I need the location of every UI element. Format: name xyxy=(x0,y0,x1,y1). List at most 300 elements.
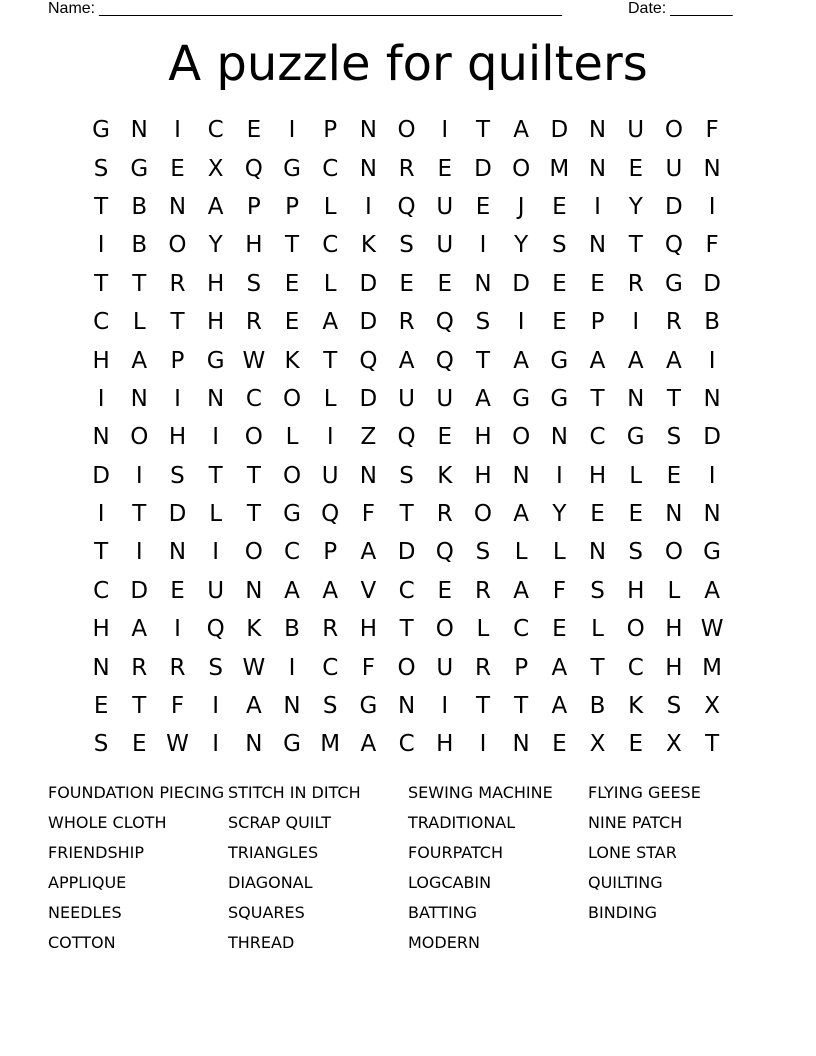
grid-letter: O xyxy=(397,117,416,144)
grid-letter: S xyxy=(666,424,682,451)
word-list-item: SCRAP QUILT xyxy=(228,813,331,833)
grid-letter: T xyxy=(399,501,414,528)
grid-letter: S xyxy=(399,462,414,489)
grid-letter: D xyxy=(665,193,683,220)
grid-letter: T xyxy=(246,501,261,528)
grid-letter: A xyxy=(551,693,568,720)
grid-letter: U xyxy=(665,155,683,182)
word-list-item: STITCH IN DITCH xyxy=(228,783,361,803)
grid-letter: C xyxy=(513,616,530,643)
grid-letter: Y xyxy=(628,193,643,220)
grid-letter: I xyxy=(708,193,716,220)
grid-letter: I xyxy=(97,385,105,412)
grid-letter: I xyxy=(174,117,181,144)
grid-letter: Y xyxy=(552,501,567,528)
grid-letter: Q xyxy=(359,347,378,374)
grid-letter: O xyxy=(435,616,454,643)
grid-letter: D xyxy=(359,309,378,336)
grid-letter: E xyxy=(628,155,643,182)
grid-letter: C xyxy=(93,309,110,336)
grid-letter: T xyxy=(475,347,490,374)
grid-letter: E xyxy=(552,731,567,758)
grid-letter: M xyxy=(549,155,570,182)
grid-letter: Y xyxy=(514,232,529,259)
grid-letter: E xyxy=(132,731,147,758)
grid-letter: V xyxy=(360,577,377,604)
grid-letter: N xyxy=(588,117,607,144)
grid-letter: B xyxy=(284,616,300,643)
name-field xyxy=(48,0,562,18)
grid-letter: C xyxy=(93,577,110,604)
grid-letter: Y xyxy=(208,232,223,259)
grid-letter: E xyxy=(628,731,643,758)
grid-letter: I xyxy=(212,539,220,566)
grid-letter: U xyxy=(627,117,645,144)
grid-letter: L xyxy=(591,616,604,643)
grid-letter: F xyxy=(705,232,719,259)
grid-letter: S xyxy=(322,693,338,720)
grid-letter: U xyxy=(207,577,225,604)
grid-letter: Q xyxy=(435,539,454,566)
grid-letter: W xyxy=(242,347,266,374)
grid-letter: P xyxy=(323,117,338,144)
grid-letter: A xyxy=(551,654,568,681)
grid-letter: T xyxy=(590,385,605,412)
word-list-item: LOGCABIN xyxy=(408,873,492,893)
grid-letter: Q xyxy=(244,155,263,182)
name-blank: ____________________________________________________ xyxy=(99,0,562,17)
grid-letter: O xyxy=(282,385,302,412)
grid-letter: T xyxy=(399,616,414,643)
grid-letter: T xyxy=(94,270,109,297)
grid-letter: N xyxy=(703,155,721,182)
grid-letter: E xyxy=(552,193,567,220)
grid-letter: W xyxy=(166,731,189,758)
grid-letter: R xyxy=(474,654,491,681)
grid-letter: I xyxy=(174,385,181,412)
grid-letter: C xyxy=(589,424,606,451)
grid-letter: N xyxy=(703,385,721,412)
grid-letter: B xyxy=(131,193,148,220)
grid-letter: A xyxy=(322,577,339,604)
grid-letter: H xyxy=(627,577,645,604)
grid-letter: T xyxy=(475,693,490,720)
grid-letter: M xyxy=(320,731,341,758)
grid-letter: T xyxy=(132,270,147,297)
grid-letter: N xyxy=(512,462,530,489)
grid-letter: P xyxy=(285,193,299,220)
grid-letter: N xyxy=(588,232,607,259)
grid-letter: A xyxy=(475,385,491,412)
grid-letter: E xyxy=(437,155,453,182)
grid-letter: L xyxy=(323,385,337,412)
grid-letter: L xyxy=(476,616,490,643)
grid-letter: L xyxy=(323,270,337,297)
word-list-item: FOUNDATION PIECING xyxy=(48,783,225,803)
grid-letter: O xyxy=(168,232,187,259)
date-field xyxy=(628,0,733,18)
grid-letter: T xyxy=(628,232,643,259)
grid-letter: G xyxy=(550,347,569,374)
grid-letter: D xyxy=(130,577,149,604)
grid-letter: O xyxy=(282,462,302,489)
grid-letter: D xyxy=(92,462,110,489)
grid-letter: N xyxy=(130,117,148,144)
grid-letter: X xyxy=(207,155,224,182)
grid-letter: G xyxy=(626,424,645,451)
grid-letter: I xyxy=(708,462,716,489)
grid-letter: R xyxy=(322,616,339,643)
word-list-item: LONE STAR xyxy=(588,843,677,863)
grid-letter: L xyxy=(209,501,223,528)
grid-letter: R xyxy=(169,654,186,681)
grid-letter: C xyxy=(207,117,224,144)
grid-letter: D xyxy=(359,270,378,297)
grid-letter: Q xyxy=(321,501,340,528)
grid-letter: A xyxy=(513,501,530,528)
grid-letter: I xyxy=(479,731,487,758)
grid-letter: T xyxy=(590,654,605,681)
grid-letter: I xyxy=(212,693,220,720)
grid-letter: T xyxy=(246,462,261,489)
grid-letter: X xyxy=(704,693,720,720)
grid-letter: T xyxy=(323,347,338,374)
grid-letter: N xyxy=(92,424,110,451)
grid-letter: E xyxy=(284,270,300,297)
grid-letter: G xyxy=(130,155,149,182)
grid-letter: A xyxy=(131,347,148,374)
grid-letter: P xyxy=(514,654,529,681)
word-list-item: SQUARES xyxy=(228,903,305,922)
grid-letter: E xyxy=(552,270,567,297)
grid-letter: L xyxy=(514,539,528,566)
grid-letter: G xyxy=(92,117,110,144)
word-list-item: FLYING GEESE xyxy=(588,783,701,803)
grid-letter: K xyxy=(246,616,262,643)
grid-letter: N xyxy=(512,731,530,758)
grid-letter: E xyxy=(170,577,185,604)
grid-letter: T xyxy=(132,501,147,528)
grid-letter: L xyxy=(285,424,299,451)
grid-letter: J xyxy=(517,193,525,220)
grid-letter: R xyxy=(131,654,148,681)
grid-letter: E xyxy=(284,309,300,336)
grid-letter: S xyxy=(666,693,682,720)
grid-letter: N xyxy=(207,385,225,412)
grid-letter: N xyxy=(474,270,492,297)
grid-letter: D xyxy=(168,501,187,528)
grid-letter: E xyxy=(475,193,491,220)
grid-letter: A xyxy=(131,616,148,643)
word-list-item: FRIENDSHIP xyxy=(48,843,144,863)
grid-letter: T xyxy=(475,117,490,144)
grid-letter: T xyxy=(94,193,109,220)
grid-letter: A xyxy=(360,539,377,566)
grid-letter: Q xyxy=(664,232,683,259)
grid-letter: H xyxy=(168,424,187,451)
grid-letter: E xyxy=(666,462,682,489)
grid-letter: N xyxy=(168,539,187,566)
grid-letter: R xyxy=(398,309,415,336)
grid-letter: I xyxy=(97,501,105,528)
grid-letter: A xyxy=(207,193,224,220)
grid-letter: U xyxy=(398,385,416,412)
word-list-item: MODERN xyxy=(408,932,480,952)
word-list-item: TRIANGLES xyxy=(228,843,319,863)
grid-letter: O xyxy=(512,424,531,451)
grid-letter: U xyxy=(321,462,339,489)
grid-letter: E xyxy=(437,270,453,297)
grid-letter: L xyxy=(132,309,146,336)
grid-letter: N xyxy=(703,501,721,528)
grid-letter: C xyxy=(245,385,262,412)
grid-letter: O xyxy=(512,155,531,182)
grid-letter: H xyxy=(207,270,225,297)
grid-letter: T xyxy=(666,385,681,412)
grid-letter: O xyxy=(130,424,149,451)
grid-letter: H xyxy=(474,424,492,451)
grid-letter: I xyxy=(479,232,487,259)
grid-letter: S xyxy=(93,731,109,758)
grid-letter: G xyxy=(206,347,225,374)
word-list-item: WHOLE CLOTH xyxy=(48,813,167,833)
grid-letter: A xyxy=(589,347,606,374)
grid-letter: I xyxy=(212,424,220,451)
grid-letter: E xyxy=(437,577,453,604)
grid-letter: E xyxy=(437,424,453,451)
grid-letter: O xyxy=(626,616,645,643)
grid-letter: N xyxy=(550,424,568,451)
grid-letter: N xyxy=(245,731,263,758)
grid-letter: U xyxy=(436,385,454,412)
word-list-item: THREAD xyxy=(228,932,295,952)
grid-letter: G xyxy=(283,155,301,182)
grid-letter: O xyxy=(473,501,493,528)
word-list-item xyxy=(588,927,768,957)
grid-letter: I xyxy=(632,309,640,336)
word-list-item: NINE PATCH xyxy=(588,813,683,833)
grid-letter: C xyxy=(322,654,339,681)
word-list-item: COTTON xyxy=(48,932,116,952)
grid-letter: T xyxy=(208,462,223,489)
grid-letter: Q xyxy=(435,347,454,374)
grid-letter: G xyxy=(703,539,721,566)
grid-letter: R xyxy=(398,155,415,182)
grid-letter: H xyxy=(245,232,263,259)
date-label: Date: xyxy=(628,0,667,17)
grid-letter: U xyxy=(436,193,454,220)
grid-letter: P xyxy=(323,539,338,566)
grid-letter: N xyxy=(397,693,416,720)
word-list-item: SEWING MACHINE xyxy=(408,783,553,803)
grid-letter: I xyxy=(517,309,525,336)
grid-letter: F xyxy=(361,654,376,681)
page-title: A puzzle for quilters xyxy=(168,36,648,92)
grid-letter: Z xyxy=(360,424,377,451)
grid-letter: N xyxy=(588,155,607,182)
grid-letter: S xyxy=(93,155,109,182)
grid-letter: I xyxy=(174,616,181,643)
grid-letter: A xyxy=(284,577,300,604)
grid-letter: I xyxy=(594,193,601,220)
grid-letter: A xyxy=(627,347,644,374)
grid-letter: S xyxy=(170,462,185,489)
grid-letter: S xyxy=(628,539,644,566)
word-list-item: BATTING xyxy=(408,903,478,922)
grid-letter: H xyxy=(474,462,492,489)
grid-letter: L xyxy=(323,193,337,220)
grid-letter: I xyxy=(441,693,449,720)
grid-letter: A xyxy=(245,693,262,720)
grid-letter: E xyxy=(552,309,567,336)
grid-letter: O xyxy=(244,424,263,451)
grid-letter: K xyxy=(360,232,376,259)
grid-letter: C xyxy=(398,731,415,758)
grid-letter: A xyxy=(666,347,682,374)
grid-letter: M xyxy=(702,654,723,681)
grid-letter: A xyxy=(360,731,377,758)
word-list-item: FOURPATCH xyxy=(408,843,503,863)
grid-letter: N xyxy=(283,693,301,720)
grid-letter: D xyxy=(703,424,721,451)
grid-letter: R xyxy=(436,501,453,528)
word-list-item: QUILTING xyxy=(588,873,663,893)
word-list xyxy=(48,778,768,957)
grid-letter: K xyxy=(437,462,453,489)
grid-letter: G xyxy=(512,385,531,412)
grid-letter: Q xyxy=(397,424,416,451)
grid-letter: Q xyxy=(397,193,416,220)
date-blank: _______ xyxy=(670,0,733,17)
header-line xyxy=(48,0,748,20)
grid-letter: I xyxy=(555,462,563,489)
grid-letter: E xyxy=(170,155,185,182)
grid-letter: B xyxy=(589,693,606,720)
grid-letter: P xyxy=(590,309,605,336)
grid-letter: L xyxy=(629,462,643,489)
grid-letter: R xyxy=(245,309,262,336)
grid-letter: H xyxy=(665,654,683,681)
grid-letter: G xyxy=(550,385,569,412)
grid-letter: C xyxy=(627,654,644,681)
grid-letter: D xyxy=(512,270,531,297)
grid-letter: A xyxy=(513,577,530,604)
grid-letter: N xyxy=(359,155,378,182)
grid-letter: N xyxy=(665,501,683,528)
grid-letter: I xyxy=(288,654,296,681)
grid-letter: S xyxy=(552,232,567,259)
grid-letter: K xyxy=(284,347,300,374)
grid-letter: W xyxy=(242,654,266,681)
grid-letter: O xyxy=(664,539,683,566)
grid-letter: K xyxy=(628,693,644,720)
grid-letter: S xyxy=(590,577,605,604)
grid-letter: P xyxy=(170,347,185,374)
grid-letter: I xyxy=(97,232,105,259)
grid-letter: S xyxy=(246,270,262,297)
grid-letter: I xyxy=(288,117,296,144)
grid-letter: I xyxy=(135,539,143,566)
grid-letter: A xyxy=(513,347,530,374)
grid-letter: E xyxy=(246,117,262,144)
grid-letter: X xyxy=(589,731,606,758)
grid-letter: N xyxy=(130,385,148,412)
word-list-item: APPLIQUE xyxy=(48,873,127,893)
grid-letter: H xyxy=(92,347,110,374)
grid-letter: F xyxy=(552,577,566,604)
grid-letter: D xyxy=(550,117,569,144)
grid-letter: N xyxy=(627,385,645,412)
grid-letter: Q xyxy=(206,616,225,643)
grid-letter: R xyxy=(665,309,682,336)
grid-letter: R xyxy=(474,577,491,604)
grid-letter: E xyxy=(399,270,414,297)
grid-letter: T xyxy=(94,539,109,566)
grid-letter: D xyxy=(397,539,416,566)
grid-letter: F xyxy=(170,693,185,720)
grid-letter: D xyxy=(359,385,378,412)
grid-letter: A xyxy=(398,347,415,374)
letter-grid xyxy=(82,111,731,764)
grid-letter: E xyxy=(552,616,567,643)
grid-letter: I xyxy=(708,347,716,374)
grid-letter: F xyxy=(705,117,719,144)
grid-letter: T xyxy=(705,731,720,758)
grid-letter: S xyxy=(399,232,414,259)
grid-letter: N xyxy=(168,193,187,220)
grid-letter: E xyxy=(93,693,109,720)
grid-letter: C xyxy=(322,155,339,182)
grid-letter: L xyxy=(552,539,566,566)
grid-letter: R xyxy=(627,270,644,297)
grid-letter: G xyxy=(664,270,683,297)
grid-letter: R xyxy=(169,270,186,297)
grid-letter: S xyxy=(475,309,491,336)
grid-letter: E xyxy=(628,501,643,528)
grid-letter: S xyxy=(475,539,491,566)
grid-letter: N xyxy=(588,539,607,566)
grid-letter: N xyxy=(359,462,378,489)
grid-letter: T xyxy=(285,232,300,259)
grid-letter: U xyxy=(436,654,454,681)
grid-letter: D xyxy=(703,270,721,297)
grid-letter: I xyxy=(441,117,449,144)
grid-letter: C xyxy=(284,539,301,566)
grid-letter: Q xyxy=(435,309,454,336)
grid-letter: T xyxy=(514,693,529,720)
grid-letter: U xyxy=(436,232,454,259)
grid-letter: I xyxy=(365,193,372,220)
grid-letter: D xyxy=(474,155,492,182)
grid-letter: A xyxy=(322,309,339,336)
grid-letter: O xyxy=(397,654,416,681)
grid-letter: H xyxy=(588,462,607,489)
grid-letter: H xyxy=(207,309,225,336)
grid-letter: S xyxy=(208,654,223,681)
grid-letter: O xyxy=(664,117,683,144)
grid-letter: B xyxy=(704,309,720,336)
grid-letter: G xyxy=(359,693,378,720)
grid-letter: A xyxy=(704,577,720,604)
grid-letter: I xyxy=(212,731,220,758)
grid-letter: H xyxy=(359,616,378,643)
grid-letter: N xyxy=(92,654,110,681)
grid-letter: P xyxy=(246,193,261,220)
grid-letter: H xyxy=(665,616,683,643)
word-list-item: BINDING xyxy=(588,903,658,922)
grid-letter: O xyxy=(244,539,263,566)
word-list-item: NEEDLES xyxy=(48,903,122,922)
